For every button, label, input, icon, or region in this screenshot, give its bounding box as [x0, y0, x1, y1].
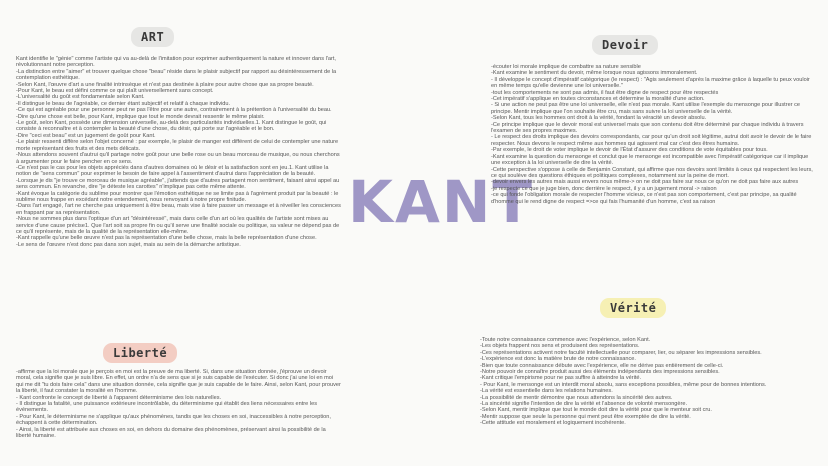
devoir-paragraph: - Si une action ne peut pas être une loi universelle, elle n'est pas morale. Kant utilise l'exemple du mensonge pour illustrer ce principe. Mentir implique que l'on souhaite être cru, mais sans suivre la loi universelle de la vérité. [491, 102, 802, 115]
devoir-paragraph: - Il développe le concept d'impératif catégorique (le respect) : "Agis seulement d'après la maxime grâce à laquelle tu peux vouloir en même temps qu'elle devienne une loi universelle." [491, 76, 812, 90]
art-paragraph: -L'universalité du goût est fondamentale selon Kant. [16, 94, 145, 101]
art-paragraph: -Pour Kant, le beau est défini comme ce qui plaît universellement sans concept. [16, 88, 214, 95]
art-heading: ART [131, 27, 174, 47]
art-paragraph: -Kant évoque la catégorie du sublime pour montrer que l'émotion esthétique ne se limite pas à l'agrément produit par la beauté : le sublime nous frappe en excédant notre entendement, nous renvoyant à notre propre finitude. [16, 190, 340, 203]
liberte-heading: Liberté [103, 343, 177, 363]
art-paragraph: -Kant rappelle qu'une belle œuvre n'est pas la représentation d'une belle chose, mais la belle représentation d'une chose. [16, 235, 317, 242]
devoir-paragraph: -Kant examine la question du mensonge et conclut que le mensonge est incompatible avec l'impératif catégorique car il implique une exception à la loi universelle de dire la vérité. [491, 153, 810, 167]
devoir-paragraph: -ce qui fonde l'obligation morale de respecter l'homme vicieux, ce n'est pas son comportement, c'est par principe, sa qualité d'homme qui le rend digne de respect =>ce qui fais l'humanité d'un homme, c'est sa raison [491, 192, 799, 205]
art-paragraph: -Dire qu'une chose est belle, pour Kant, implique que tout le monde devrait ressentir le même plaisir. [16, 113, 265, 120]
art-paragraph: -Le goût, selon Kant, possède une dimension universelle, au-delà des particularités individuelles.1. Kant distingue le goût, qui consiste à reconnaître et à contempler la beauté d'une chose, du désir, qui porte sur l'agréable et le bon. [16, 120, 328, 133]
art-paragraph: -Lorsque je dis "je trouve ce morceau de musique agréable", j'attends que d'autres partagent mon sentiment, faisant ainsi appel au sens commun. En revanche, dire "je déteste les carottes" n'implique pas cette même attente. [16, 177, 341, 191]
devoir-paragraph: -je respecte ce que je juge bien, donc derrière le respect, il y a un jugement moral -> raison [491, 185, 717, 192]
devoir-heading: Devoir [592, 35, 658, 55]
verite-paragraph: -Cette attitude est moralement et logiquement incohérente. [480, 420, 626, 427]
art-paragraph: Kant identifie le "génie" comme l'artiste qui va au-delà de l'imitation pour exprimer authentiquement la nature et innover dans l'art, révolutionnant notre perception. [16, 56, 338, 69]
verite-heading: Vérité [600, 298, 666, 318]
devoir-paragraph: - Le respect des droits implique des devoirs correspondants, car pour qu'un droit soit légitime, autrui doit avoir le devoir de le faire respecter. Nous devons le respect même aux hommes qui agissent mal car c'est des êtres humains. [491, 134, 813, 147]
art-text [16, 56, 341, 316]
liberte-paragraph: - Pour Kant, le déterminisme ne s'applique qu'aux phénomènes, tandis que les choses en soi, inaccessibles à notre perception, échappent à cette détermination. [16, 413, 333, 427]
art-paragraph: -Dans l'art engagé, l'art ne cherche pas uniquement à être beau, mais vise à faire passer un message et à réveiller les consciences en frappant par sa représentation. [16, 203, 343, 216]
devoir-paragraph: -tout les comportements ne sont pas admis, il faut être digne de respect pour être respectés [491, 89, 719, 96]
verite-paragraph: -Ces représentations activent notre faculté intellectuelle pour comparer, lier, ou séparer les impressions sensibles. [480, 349, 762, 356]
liberte-paragraph: -affirme que la loi morale que je perçois en moi est la preuve de ma liberté. Si, dans une situation donnée, j'éprouve un devoir moral, cela signifie que je suis libre. En effet, un ordre n'a de sens que si je suis capable de l'exécuter. Si donc j'ai une loi en moi qui me dit "tu dois faire cela" dans une situation donnée, cela signifie que je suis capable de le faire. Ainsi, selon Kant, pour prouver la liberté, il faut constater la moralité en l'homme. [16, 369, 343, 395]
devoir-paragraph: -Cette perspective s'oppose à celle de Benjamin Constant, qui affirme que nos devoirs sont limités à ceux qui respectent les leurs, ce qui soulève des questions éthiques et politiques complexes, notamment sur la peine de mort. [491, 166, 815, 179]
verite-paragraph: - Pour Kant, le mensonge est un interdit moral absolu, sans exceptions possibles, même pour de bonnes intentions. [480, 381, 767, 388]
art-paragraph: -Le plaisir ressenti diffère selon l'objet concerné : par exemple, le plaisir de manger est différent de celui de contempler une nature morte représentant des fruits et des mets délicats. [16, 139, 340, 152]
liberte-text [16, 369, 341, 459]
liberte-paragraph: - Ainsi, la liberté est attribuée aux choses en soi, en dehors du domaine des phénomènes, préservant ainsi la possibilité de la liberté humaine. [16, 426, 328, 440]
art-paragraph: -Nous ne sommes plus dans l'optique d'un art "désintéressé", mais dans celle d'un art où les qualités de l'artiste sont mises au service d'une cause précise1. Que l'art soit sa propre fin ou qu'il serve une finalité sociale ou politique, sa valeur ne dépend pas de ce qu'il représente, mais de la qualité de la représentation elle-même. [16, 216, 341, 235]
liberte-paragraph: - Il distingue la fatalité, une puissance extérieure incontrôlable, du déterminisme qui établit des liens nécessaires entre les événements. [16, 401, 319, 414]
art-paragraph: -Le sens de l'œuvre n'est donc pas dans son sujet, mais au sein de la démarche artistique. [16, 241, 241, 248]
verite-paragraph: -La vérité est essentielle dans les relations humaines. [480, 388, 613, 395]
verite-paragraph: -Mentir suppose que seule la personne qui ment peut être exemptée de dire la vérité. [480, 413, 691, 420]
art-paragraph: -La distinction entre "aimer" et trouver quelque chose "beau" réside dans le plaisir subjectif par rapport au désintéressement de la contemplation esthétique. [16, 68, 338, 82]
verite-paragraph: -Selon Kant, mentir implique que tout le monde doit dire la vérité pour que le menteur soit cru. [480, 407, 712, 414]
devoir-paragraph: -Cet impératif s'applique en toutes circonstances et détermine la moralité d'une action. [491, 96, 705, 103]
art-paragraph: -Selon Kant, l'œuvre d'art a une finalité intrinsèque et n'est pas destinée à plaire pour autre chose que sa propre beauté. [16, 81, 314, 88]
verite-paragraph: -Toute notre connaissance commence avec l'expérience, selon Kant. [480, 337, 651, 343]
art-paragraph: -Ce qui est agréable pour une personne peut ne pas l'être pour une autre, contrairement à la prétention à l'universalité du beau. [16, 107, 332, 114]
devoir-paragraph: -devoir envers les autres mais aussi envers nous même-> on ne doit pas faire sur nous ce qu'on ne doit pas faire aux autres [491, 179, 799, 186]
art-paragraph: -Dire "ceci est beau" est un jugement de goût pour Kant. [16, 132, 156, 139]
main-title: KANT [348, 168, 534, 236]
devoir-text [491, 64, 813, 264]
devoir-paragraph: -Selon Kant, tous les hommes ont droit à la vérité, fondant la véracité un devoir absolu. [491, 115, 707, 122]
verite-paragraph: -Kant critique l'empirisme pour ne pas suffire à atteindre la vérité. [480, 375, 642, 382]
devoir-paragraph: -Ce principe implique que le devoir moral est universel mais que son contenu doit être déterminé par chaque individu à travers l'examen de ses propres maximes. [491, 121, 806, 135]
art-paragraph: -Nous attendons souvent d'autrui qu'il partage notre goût pour une belle rose ou un beau morceau de musique, ou nous cherchons à argumenter pour le faire pencher en ce sens. [16, 152, 342, 165]
verite-paragraph: -La possibilité de mentir démontre que nous attendons la sincérité des autres. [480, 394, 673, 401]
devoir-paragraph: -Par exemple, le droit de voter implique le devoir de l'État d'assurer des conditions de vote équitables pour tous. [491, 147, 768, 154]
verite-paragraph: -Les objets frappent nos sens et produisent des représentations. [480, 343, 640, 350]
devoir-paragraph: -Kant examine le sentiment du devoir, même lorsque nous agissons immoralement. [491, 70, 698, 77]
liberte-paragraph: - Kant confronte le concept de liberté à l'apparent déterminisme des lois naturelles. [16, 394, 222, 401]
verite-paragraph: -Bien que toute connaissance débute avec l'expérience, elle ne dérive pas entièrement de celle-ci. [480, 362, 724, 369]
verite-paragraph: -La sincérité signifie l'intention de dire la vérité et l'absence de volonté mensongère. [480, 401, 688, 408]
verite-paragraph: -L'expérience est donc la matière brute de notre connaissance. [480, 356, 636, 363]
devoir-paragraph: -écouter loi morale implique de combattre sa nature sensible [491, 64, 641, 70]
verite-text [480, 337, 810, 457]
art-paragraph: -Ce n'est pas le cas pour les objets appréciés dans d'autres domaines où le désir et la satisfaction sont en jeu.1. Kant utilise la notion de "sens commun" pour exprimer le besoin de faire appel à l'assentiment d'autrui dans l'appréciation de la beauté. [16, 164, 331, 178]
art-paragraph: -Il distingue le beau de l'agréable, ce dernier étant subjectif et relatif à chaque individu. [16, 100, 231, 107]
verite-paragraph: -Notre pouvoir de connaître produit aussi des éléments indépendants des impressions sensibles. [480, 369, 720, 376]
